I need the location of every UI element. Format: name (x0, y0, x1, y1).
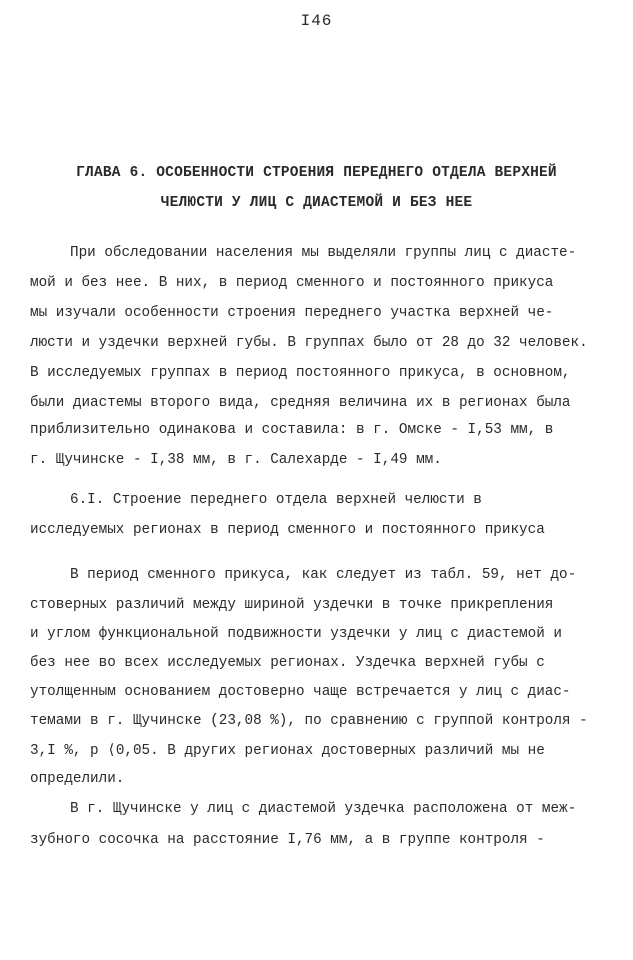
paragraph-1-line-3: мы изучали особенности строения переднего участка верхней че- (30, 305, 554, 321)
paragraph-1-line-2: мой и без нее. В них, в период сменного и постоянного прикуса (30, 275, 554, 291)
paragraph-3-line-1: В г. Щучинске у лиц с диастемой уздечка расположена от меж- (70, 801, 577, 817)
paragraph-2-line-8: определили. (30, 771, 125, 787)
paragraph-1-line-8: г. Щучинске - I,38 мм, в г. Салехарде - I,49 мм. (30, 452, 442, 468)
section-heading-line-2: исследуемых регионах в период сменного и постоянного прикуса (30, 522, 545, 538)
paragraph-3-line-2: зубного сосочка на расстояние I,76 мм, а в группе контроля - (30, 832, 545, 848)
paragraph-2-line-5: утолщенным основанием достоверно чаще встречается у лиц с диас- (30, 684, 571, 700)
paragraph-1-line-4: люсти и уздечки верхней губы. В группах было от 28 до 32 человек. (30, 335, 588, 351)
chapter-title-line-1: ГЛАВА 6. ОСОБЕННОСТИ СТРОЕНИЯ ПЕРЕДНЕГО ОТДЕЛА ВЕРХНЕЙ (76, 165, 557, 181)
paragraph-2-line-3: и углом функциональной подвижности уздечки у лиц с диастемой и (30, 626, 562, 642)
paragraph-2-line-6: темами в г. Щучинске (23,08 %), по сравнению с группой контроля - (30, 713, 588, 729)
paragraph-2-line-7: 3,I %, p ⟨0,05. В других регионах достоверных различий мы не (30, 743, 545, 759)
paragraph-2-line-1: В период сменного прикуса, как следует из табл. 59, нет до- (70, 567, 577, 583)
paragraph-1-line-6: были диастемы второго вида, средняя величина их в регионах была (30, 395, 571, 411)
paragraph-1-line-7: приблизительно одинакова и составила: в г. Омске - I,53 мм, в (30, 422, 554, 438)
section-heading-line-1: 6.I. Строение переднего отдела верхней челюсти в (70, 492, 482, 508)
paragraph-1-line-5: В исследуемых группах в период постоянного прикуса, в основном, (30, 365, 571, 381)
chapter-title-line-2: ЧЕЛЮСТИ У ЛИЦ С ДИАСТЕМОЙ И БЕЗ НЕЕ (160, 195, 473, 211)
page-number: I46 (300, 12, 333, 30)
paragraph-2-line-2: стоверных различий между шириной уздечки в точке прикрепления (30, 597, 554, 613)
paragraph-1-line-1: При обследовании населения мы выделяли группы лиц с диасте- (70, 245, 577, 261)
paragraph-2-line-4: без нее во всех исследуемых регионах. Уздечка верхней губы с (30, 655, 545, 671)
